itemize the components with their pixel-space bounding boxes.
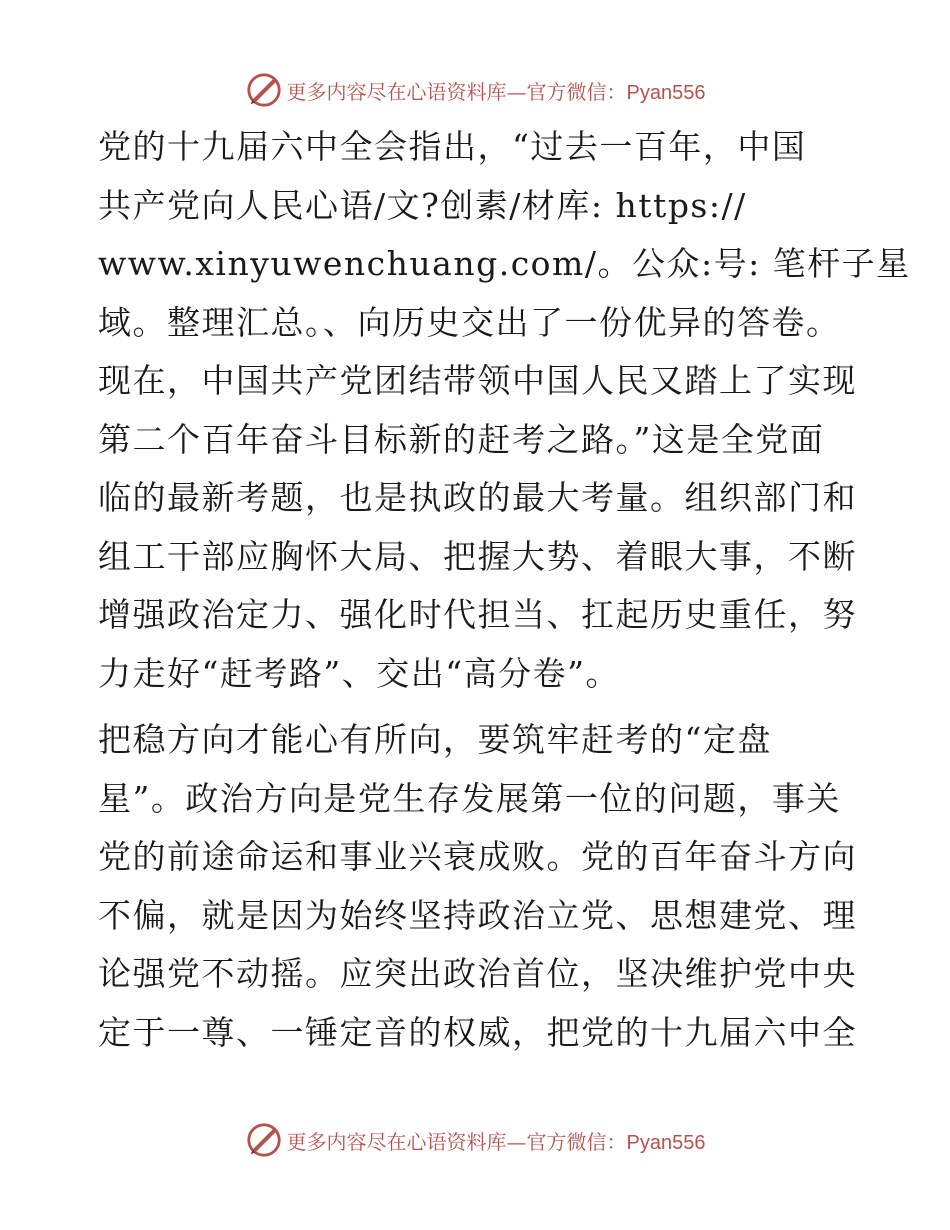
pen-logo-icon <box>245 71 283 109</box>
text-line: 党的十九届六中全会指出，“过去一百年，中国 <box>98 127 807 166</box>
text-line: 临的最新考题，也是执政的最大考量。组织部门和 <box>98 478 857 517</box>
text-line: 域。整理汇总。、向历史交出了一份优异的答卷。 <box>98 302 841 342</box>
pen-logo-icon <box>245 1121 283 1159</box>
banner-brand: 更多内容尽在心语资料库 <box>286 1129 507 1154</box>
footer-banner <box>0 1120 950 1160</box>
banner-label: 官方微信： <box>526 1129 627 1154</box>
banner-account: Pyan556 <box>626 81 706 104</box>
text-line: 力走好“赶考路”、交出“高分卷”。 <box>98 653 620 693</box>
banner-label: 官方微信： <box>526 79 627 104</box>
document-body <box>98 118 911 1062</box>
text-line: 党的前途命运和事业兴衰成败。党的百年奋斗方向 <box>98 837 857 876</box>
text-line: 现在，中国共产党团结带领中国人民又踏上了实现 <box>98 361 857 400</box>
text-line: www.xinyuwenchuang.com/。公众:号: 笔杆子星 <box>98 244 911 283</box>
header-banner <box>0 70 950 110</box>
text-line: 不偏，就是因为始终坚持政治立党、思想建党、理 <box>98 895 857 935</box>
paragraph-1 <box>98 118 911 703</box>
banner-text <box>287 76 706 105</box>
banner-account: Pyan556 <box>626 1131 706 1154</box>
banner-separator: — <box>506 1129 527 1154</box>
banner-brand: 更多内容尽在心语资料库 <box>286 79 507 104</box>
text-line: 共产党向人民心语/文?创素/材库: https:// <box>98 185 747 225</box>
text-line: 第二个百年奋斗目标新的赶考之路。”这是全党面 <box>98 419 825 459</box>
banner-text <box>287 1126 706 1155</box>
text-line: 组工干部应胸怀大局、把握大势、着眼大事，不断 <box>98 536 857 576</box>
text-line: 论强党不动摇。应突出政治首位，坚决维护党中央 <box>98 954 857 993</box>
text-line: 增强政治定力、强化时代担当、扛起历史重任，努 <box>98 595 857 634</box>
paragraph-2 <box>98 711 858 1062</box>
text-line: 星”。政治方向是党生存发展第一位的问题，事关 <box>98 778 841 818</box>
banner-separator: — <box>506 79 527 104</box>
text-line: 定于一尊、一锤定音的权威，把党的十九届六中全 <box>98 1012 857 1052</box>
text-line: 把稳方向才能心有所向，要筑牢赶考的“定盘 <box>98 720 772 759</box>
